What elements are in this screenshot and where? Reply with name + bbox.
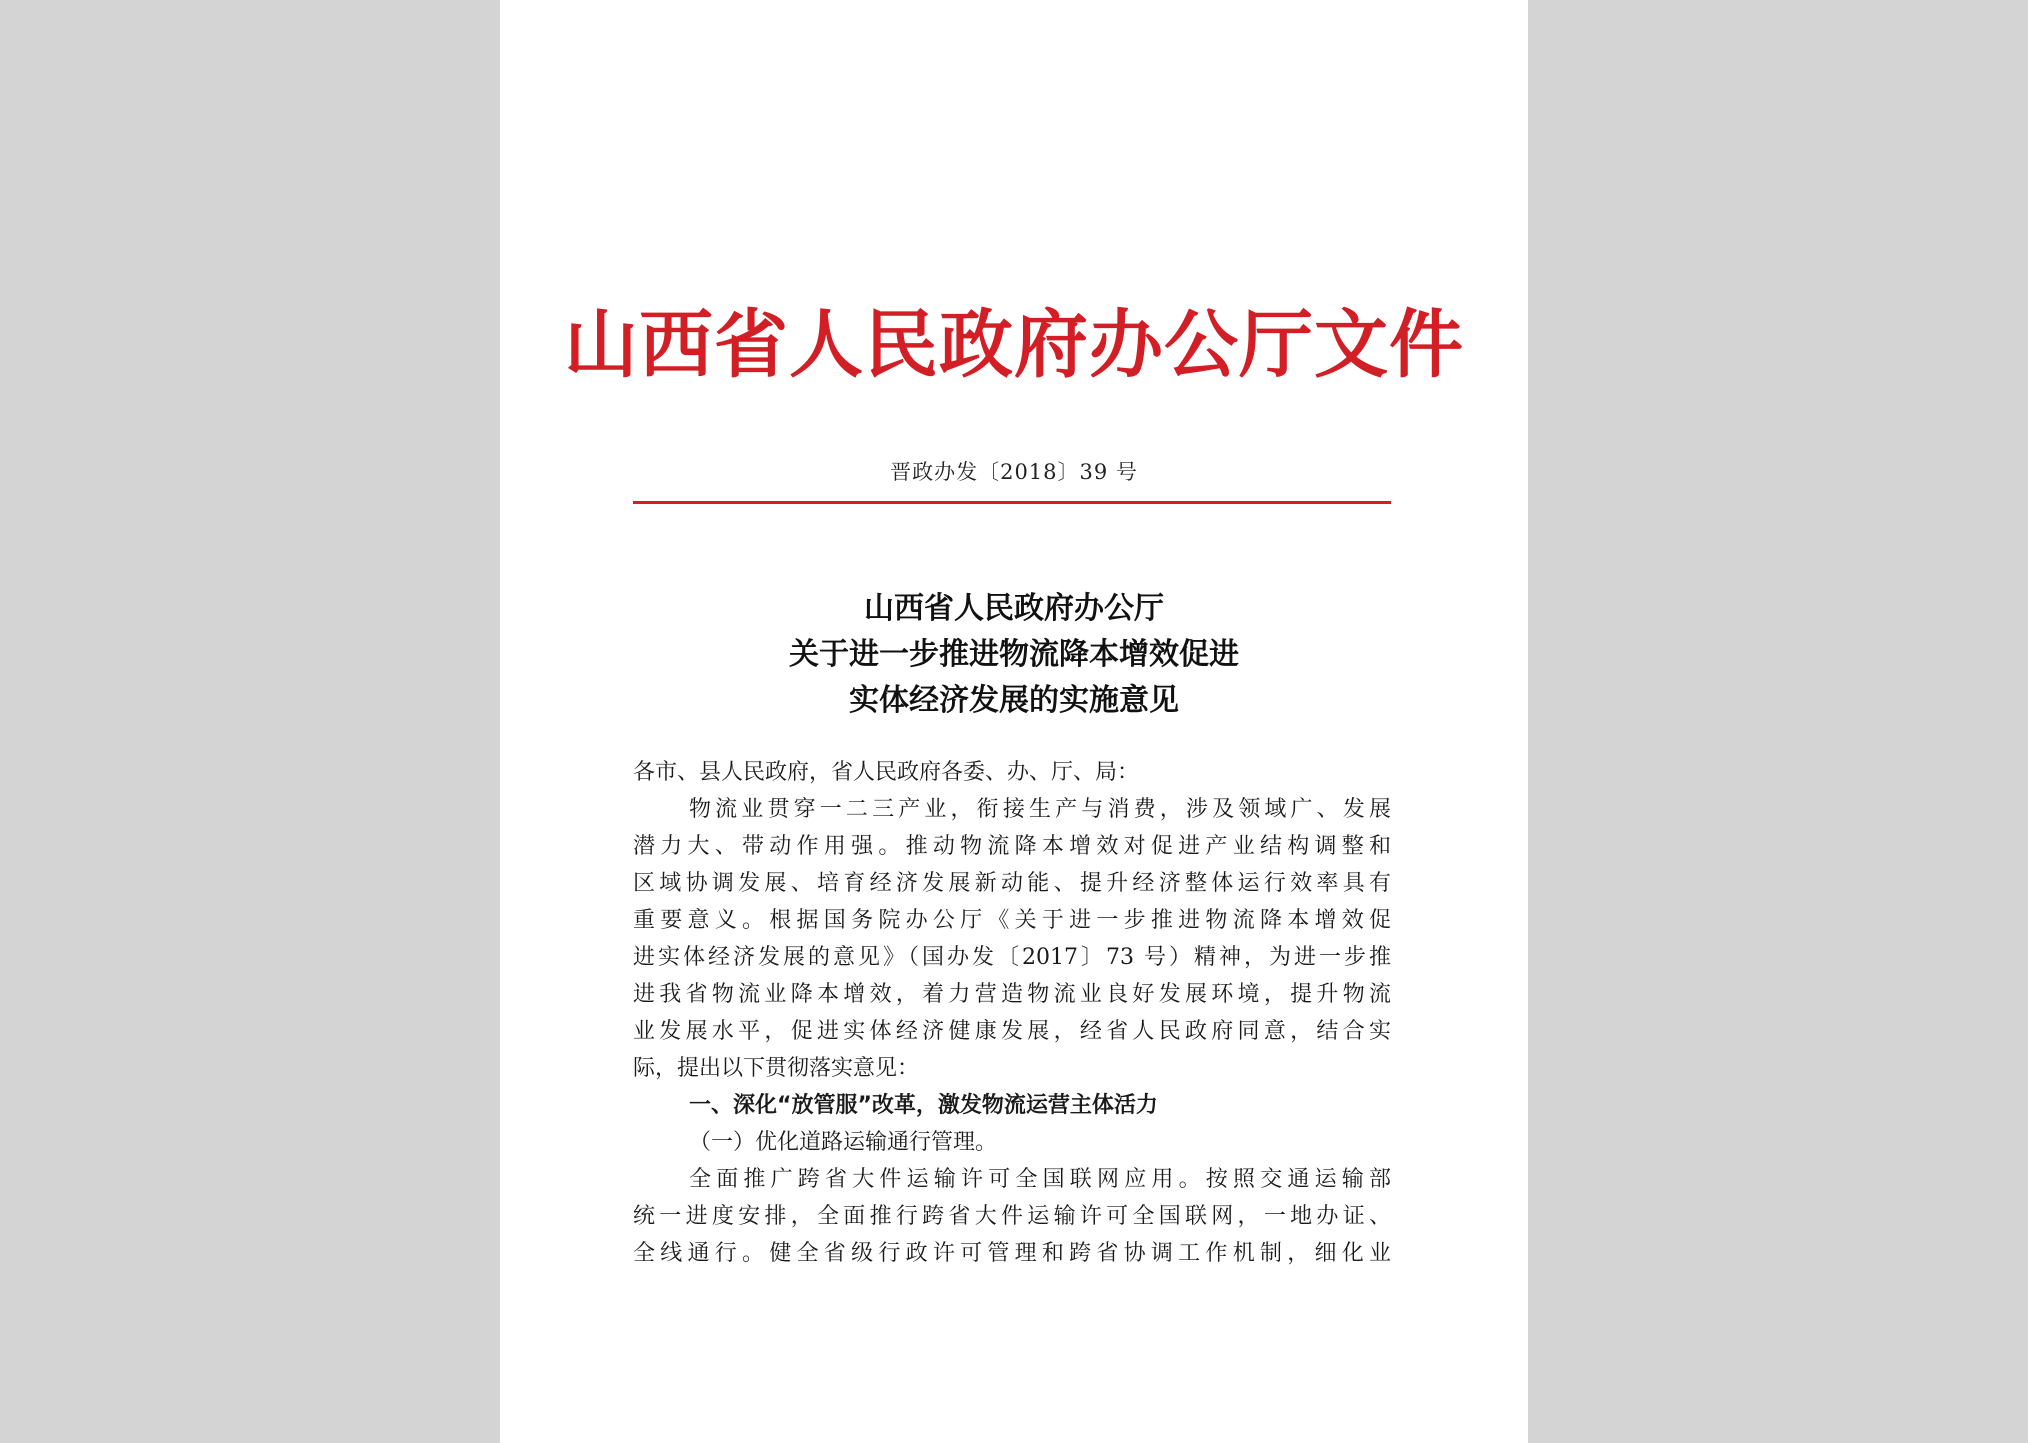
paragraph-line: 区域协调发展、培育经济发展新动能、提升经济整体运行效率具有	[633, 871, 1391, 896]
paragraph-line: 潜力大、带动作用强。推动物流降本增效对促进产业结构调整和	[633, 834, 1391, 859]
paragraph-line: 物流业贯穿一二三产业，衔接生产与消费，涉及领域广、发展	[689, 797, 1391, 822]
paragraph-line: 际，提出以下贯彻落实意见：	[633, 1056, 920, 1081]
red-divider	[633, 501, 1391, 504]
paragraph-line: 业发展水平，促进实体经济健康发展，经省人民政府同意，结合实	[633, 1019, 1391, 1044]
document-banner: 山西省人民政府办公厅文件	[564, 302, 1464, 388]
document-number: 晋政办发〔2018〕39 号	[890, 460, 1138, 484]
addressee: 各市、县人民政府，省人民政府各委、办、厅、局：	[633, 760, 1140, 785]
title-line: 关于进一步推进物流降本增效促进	[789, 637, 1239, 672]
title-line: 山西省人民政府办公厅	[864, 591, 1164, 626]
paragraph-line: 统一进度安排，全面推行跨省大件运输许可全国联网，一地办证、	[633, 1204, 1391, 1229]
paragraph-line: 进我省物流业降本增效，着力营造物流业良好发展环境，提升物流	[633, 982, 1391, 1007]
paragraph-line: 进实体经济发展的意见》（国办发〔2017〕73 号）精神，为进一步推	[633, 945, 1391, 970]
document-title	[500, 586, 1528, 724]
title-line: 实体经济发展的实施意见	[849, 683, 1179, 718]
subsection-heading: （一）优化道路运输通行管理。	[689, 1130, 998, 1155]
paragraph-line: 全线通行。健全省级行政许可管理和跨省协调工作机制，细化业	[633, 1241, 1391, 1266]
paragraph-line: 全面推广跨省大件运输许可全国联网应用。按照交通运输部	[689, 1167, 1391, 1192]
section-heading: 一、深化“放管服”改革，激发物流运营主体活力	[689, 1093, 1158, 1118]
document-page	[500, 0, 1528, 1443]
paragraph-line: 重要意义。根据国务院办公厅《关于进一步推进物流降本增效促	[633, 908, 1391, 933]
document-body	[633, 754, 1391, 1272]
